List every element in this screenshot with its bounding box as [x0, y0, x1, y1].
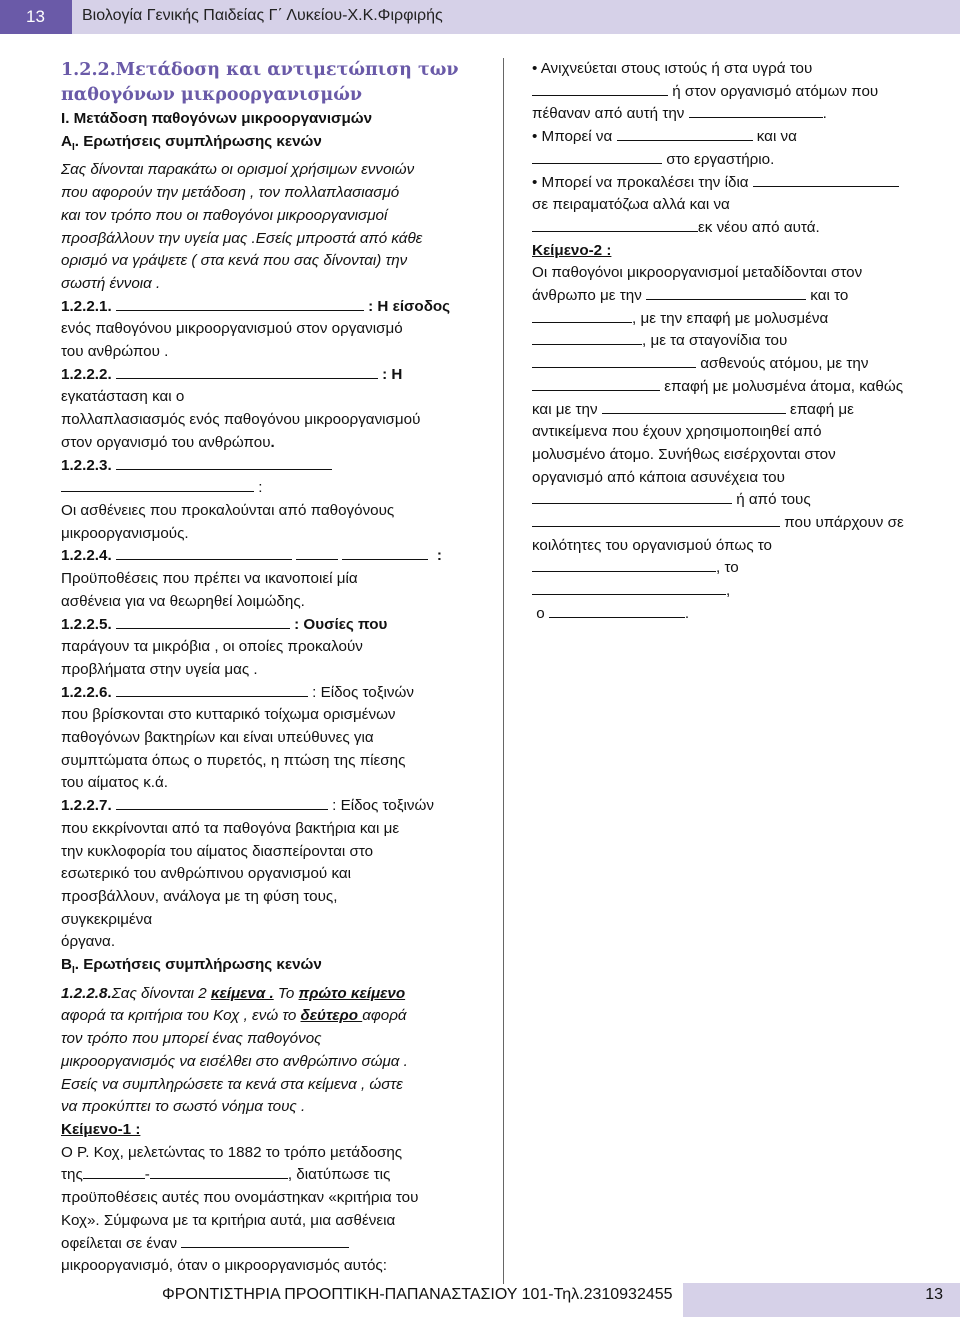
answer-blank[interactable] [116, 455, 332, 470]
answer-blank[interactable] [116, 682, 308, 697]
question-7: 1.2.2.7. : Είδος τοξινών που εκκρίνονται από τα παθογόνα βακτήρια και με την κυκλοφορία του αίματος διασπείρονται στο εσωτερικό του ανθρώπινου οργανισμού και προσβάλλουν, ανάλογα με τη φύση τους, συγκεκριμένα όργανα. [61, 797, 434, 951]
header-title: Βιολογία Γενικής Παιδείας Γ΄ Λυκείου-Χ.Κ.Φιρφιρής [82, 7, 443, 24]
answer-blank[interactable] [116, 545, 292, 560]
column-divider [503, 58, 504, 1284]
answer-blank[interactable] [532, 580, 726, 595]
answer-blank[interactable] [602, 399, 786, 414]
text-2: Οι παθογόνοι μικροοργανισμοί μεταδίδονται στον άνθρωπο με την και το , με την επαφή με μολυσμένα , με τα σταγονίδια του ασθενούς ατόμου, με την επαφή με μολυσμένα άτομα, καθώς και με την επαφή με αντικείμενα που έχουν χρησιμοποιηθεί από μολυσμένο άτομο. Συνήθως εισέρχονται στον οργανισμό από κάποια ασυνέχεια του ή από τους που υπάρχουν σε κοιλότητες του οργανισμού όπως το , το , ο . [532, 264, 904, 622]
koch-criteria: • Ανιχνεύεται στους ιστούς ή στα υγρά του ή στον οργανισμό ατόμων που πέθαναν από αυτή την . • Μπορεί να και να στο εργαστήριο. • Μπορεί να προκαλέσει την ίδια σε πειραματόζωα αλλά και να εκ νέου από αυτά. [532, 58, 942, 240]
page-header [0, 0, 960, 34]
answer-blank[interactable] [61, 477, 254, 492]
question-6: 1.2.2.6. : Είδος τοξινών που βρίσκονται στο κυτταρικό τοίχωμα ορισμένων παθογόνων βακτηρίων και είναι υπεύθυνες για συμπτώματα όπως ο πυρετός, η πτώση της πίεσης του αίματος κ.ά. [61, 683, 414, 792]
text-1-label: Κείμενο-1 : [61, 1121, 141, 1138]
answer-blank[interactable] [532, 217, 698, 232]
part-b-title: $B_I$. Ερωτήσεις συμπλήρωσης κενών [61, 956, 322, 977]
answer-blank[interactable] [116, 296, 364, 311]
answer-blank[interactable] [617, 126, 753, 141]
header-page-number: 13 [0, 0, 72, 34]
answer-blank[interactable] [549, 603, 685, 618]
footer-page-number: 13 [925, 1286, 943, 1303]
footer-text: ΦΡΟΝΤΙΣΤΗΡΙΑ ΠΡΟΟΠΤΙΚΗ-ΠΑΠΑΝΑΣΤΑΣΙΟΥ 101-Τηλ.2310932455 [162, 1286, 673, 1303]
question-2: 1.2.2.2. : Η εγκατάσταση και ο πολλαπλασιασμός ενός παθογόνου μικροοργανισμού στον οργανισμό του ανθρώπου. [61, 365, 421, 451]
answer-blank[interactable] [116, 795, 328, 810]
question-8: 1.2.2.8.Σας δίνονται 2 κείμενα . Το πρώτο κείμενο αφορά τα κριτήρια του Κοχ , ενώ το δεύτερο αφορά τον τρόπο που μπορεί ένας παθογόνος μικροοργανισμός να εισέλθει στο ανθρώπινο σώμα . Εσείς να συμπληρώσετε τα κενά στα κείμενα , ώστε να προκύπτει το σωστό νόημα τους . [61, 984, 408, 1116]
section-title: 1.2.2.Μετάδοση και αντιμετώπιση των παθογόνων μικροοργανισμών [61, 60, 459, 105]
part-a-title: $A_I$. Ερωτήσεις συμπλήρωσης κενών [61, 132, 322, 153]
right-column [532, 58, 942, 626]
question-5: 1.2.2.5. : Ουσίες που παράγουν τα μικρόβια , οι οποίες προκαλούν προβλήματα στην υγεία μας . [61, 615, 388, 678]
answer-blank[interactable] [296, 545, 338, 560]
answer-blank[interactable] [532, 489, 732, 504]
answer-blank[interactable] [83, 1164, 145, 1179]
answer-blank[interactable] [753, 172, 899, 187]
answer-blank[interactable] [116, 614, 290, 629]
answer-blank[interactable] [532, 557, 716, 572]
left-column [61, 58, 491, 1278]
footer-band-fill [683, 1283, 960, 1317]
answer-blank[interactable] [532, 376, 660, 391]
answer-blank[interactable] [532, 81, 668, 96]
answer-blank[interactable] [116, 364, 378, 379]
answer-blank[interactable] [689, 103, 823, 118]
question-3: 1.2.2.3. : Οι ασθένειες που προκαλούνται από παθογόνους μικροοργανισμούς. [61, 456, 395, 542]
instructions: Σας δίνονται παρακάτω οι ορισμοί χρήσιμων εννοιών που αφορούν την μετάδοση , τον πολλαπλασιασμό και τον τρόπο που οι παθογόνοι μικροοργανισμοί προσβάλλουν την υγεία μας .Εσείς μπροστά από κάθε ορισμό να γράψετε ( στα κενά που σας δίνονται) την σωστή έννοια . [61, 161, 423, 292]
answer-blank[interactable] [181, 1233, 349, 1248]
subsection-title: Ι. Μετάδοση παθογόνων μικροοργανισμών [61, 110, 373, 127]
answer-blank[interactable] [532, 353, 696, 368]
answer-blank[interactable] [532, 149, 662, 164]
answer-blank[interactable] [342, 545, 428, 560]
answer-blank[interactable] [532, 330, 642, 345]
answer-blank[interactable] [150, 1164, 288, 1179]
text-1: Ο Ρ. Κοχ, μελετώντας το 1882 το τρόπο μετάδοσης της - , διατύπωσε τις προϋποθέσεις αυτές που ονομάστηκαν «κριτήρια του Κοχ». Σύμφωνα με τα κριτήρια αυτά, μια ασθένεια οφείλεται σε έναν μικροοργανισμό, όταν ο μικροοργανισμός αυτός: [61, 1143, 419, 1275]
question-1: 1.2.2.1. : Η είσοδος ενός παθογόνου μικροοργανισμού στον οργανισμό του ανθρώπου . [61, 297, 451, 361]
answer-blank[interactable] [532, 512, 780, 527]
answer-blank[interactable] [646, 285, 806, 300]
answer-blank[interactable] [532, 308, 632, 323]
question-4: 1.2.2.4. : Προϋποθέσεις που πρέπει να ικανοποιεί μία ασθένεια για να θεωρηθεί λοιμώδης. [61, 547, 442, 610]
text-2-label: Κείμενο-2 : [532, 241, 612, 259]
